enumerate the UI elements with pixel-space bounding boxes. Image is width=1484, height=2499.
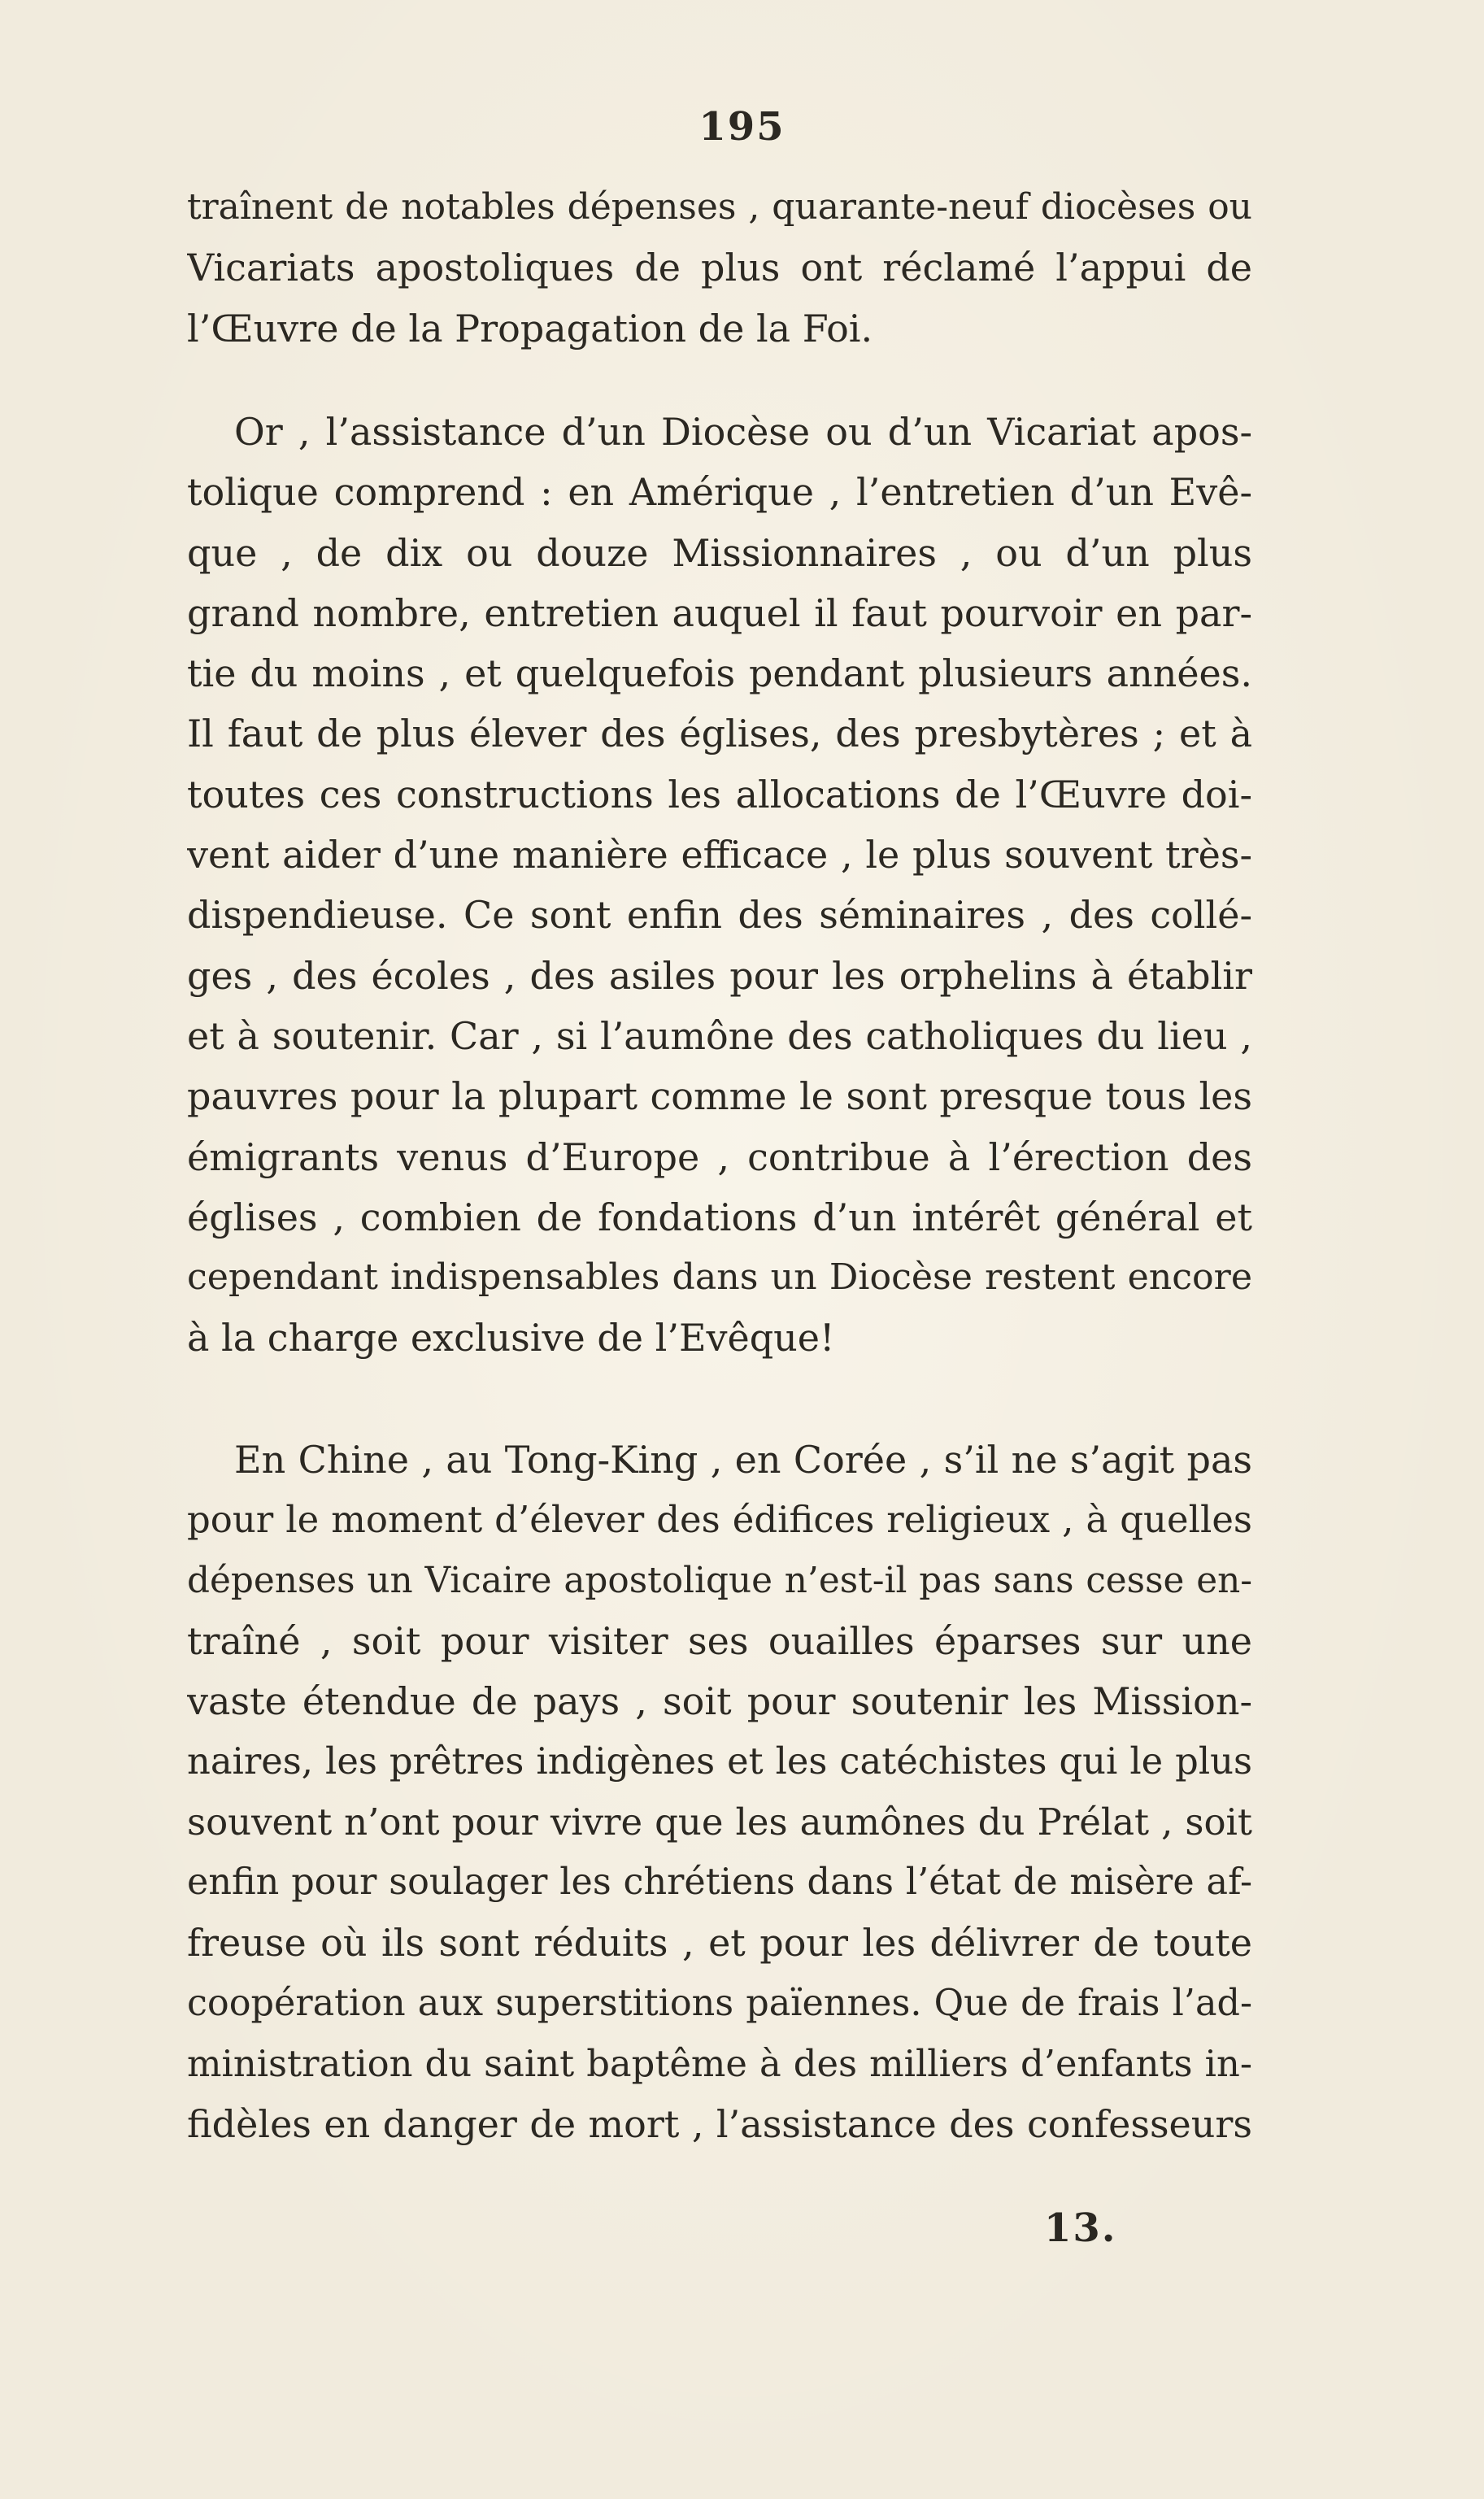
text-line: pour le moment d’élever des édifices religieux , à quelles [187,1498,1252,1542]
text-line: fidèles en danger de mort , l’assistance des confesseurs [187,2102,1252,2147]
text-line: ministration du saint baptême à des milliers d’enfants in- [187,2041,1252,2085]
text-line: que , de dix ou douze Missionnaires , ou d’un plus [187,530,1252,575]
text-line: dispendieuse. Ce sont enfin des séminaires , des collé- [187,893,1252,938]
text-line: émigrants venus d’Europe , contribue à l’érection des [187,1134,1252,1179]
text-line: églises , combien de fondations d’un intérêt général et [187,1195,1252,1239]
text-line: coopération aux superstitions païennes. Que de frais l’ad- [187,1982,1252,2024]
text-line: toutes ces constructions les allocations de l’Œuvre doi- [187,772,1252,816]
paragraph-2 [187,402,1252,1369]
text-line: En Chine , au Tong-King , en Corée , s’il ne s’agit pas [234,1438,1252,1482]
signature-mark: 13. [1044,2205,1117,2251]
text-line: Vicariats apostoliques de plus ont réclamé l’appui de [187,246,1252,290]
text-line: pauvres pour la plupart comme le sont presque tous les [187,1074,1252,1119]
paragraph-3 [187,1430,1252,2155]
page-number: 195 [698,104,786,150]
text-line: vent aider d’une manière efficace , le plus souvent très- [187,833,1252,877]
paragraph-1 [187,177,1252,359]
text-line: tolique comprend : en Amérique , l’entretien d’un Evê- [187,470,1252,515]
text-line: grand nombre, entretien auquel il faut pourvoir en par- [187,590,1252,635]
text-line: naires, les prêtres indigènes et les catéchistes qui le plus [187,1739,1252,1783]
text-line: dépenses un Vicaire apostolique n’est-il pas sans cesse en- [187,1559,1252,1601]
text-line: freuse où ils sont réduits , et pour les délivrer de toute [187,1921,1252,1966]
text-line: enfin pour soulager les chrétiens dans l’état de misère af- [187,1861,1252,1904]
text-line: et à soutenir. Car , si l’aumône des catholiques du lieu , [187,1013,1252,1058]
text-line: vaste étendue de pays , soit pour soutenir les Mission- [187,1679,1252,1724]
text-line: ges , des écoles , des asiles pour les orphelins à établir [187,953,1252,998]
text-line: traînent de notables dépenses , quarante-neuf diocèses ou [187,186,1252,228]
text-line: Or , l’assistance d’un Diocèse ou d’un Vicariat apos- [234,410,1252,454]
text-line: Il faut de plus élever des églises, des presbytères ; et à [187,712,1252,756]
text-line: cependant indispensables dans un Diocèse restent encore [187,1256,1252,1299]
text-line: l’Œuvre de la Propagation de la Foi. [187,306,873,350]
text-line: souvent n’ont pour vivre que les aumônes du Prélat , soit [187,1800,1252,1844]
text-line: à la charge exclusive de l’Evêque! [187,1316,835,1361]
text-line: tie du moins , et quelquefois pendant plusieurs années. [187,651,1252,696]
text-line: traîné , soit pour visiter ses ouailles éparses sur une [187,1618,1252,1663]
